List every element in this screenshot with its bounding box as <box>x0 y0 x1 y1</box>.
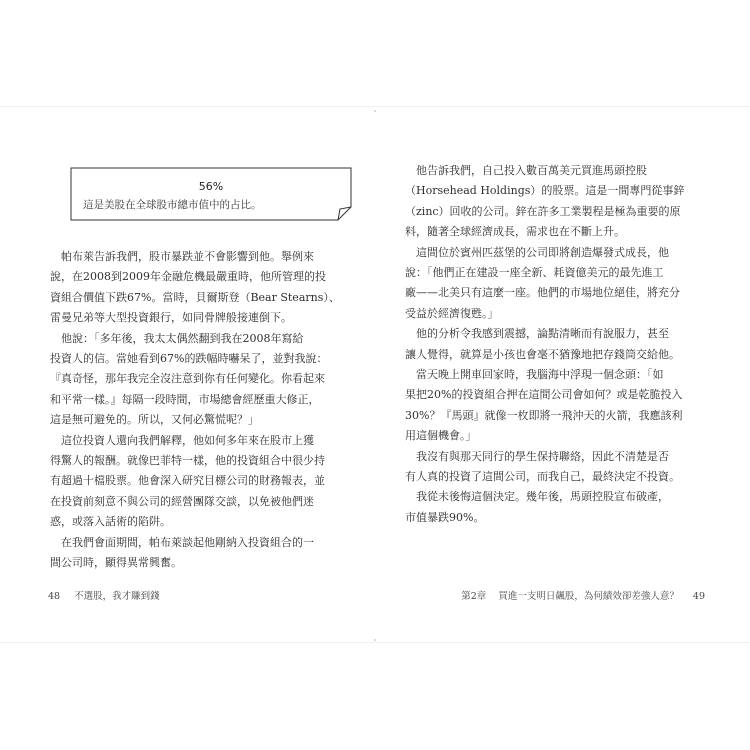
left-footer <box>48 588 160 602</box>
text-line: 讓人覺得，就算是小孩也會毫不猶豫地把存錢筒交給他。 <box>405 347 680 361</box>
text-line: 這間位於賓州匹茲堡的公司即將創造爆發式成長，他 <box>405 245 669 259</box>
paragraph <box>405 324 680 365</box>
text-line: 說，在2008到2009年金融危機最嚴重時，他所管理的投 <box>50 270 326 284</box>
paragraph <box>405 365 682 447</box>
callout-text: 這是美股在全球股市總市值中的占比。 <box>83 199 262 211</box>
text-line: 30%？『馬頭』就像一枚即將一飛沖天的火箭，我應該利 <box>405 408 683 422</box>
text-line: 這位投資人還向我們解釋，他如何多年來在股市上獲 <box>50 433 314 447</box>
paragraph <box>50 247 340 329</box>
paragraph <box>405 161 684 243</box>
text-line: 投資人的信。當她看到67%的跌幅時嚇呆了，並對我說： <box>50 351 328 365</box>
text-line: 得驚人的報酬。就像巴菲特一樣，他的投資組合中很少持 <box>50 453 325 467</box>
paragraph <box>50 533 314 574</box>
text-line: 他的分析令我感到震撼，論點清晰而有說服力，甚至 <box>405 327 669 341</box>
text-line: 在投資前刻意不與公司的經營團隊交談，以免被他們迷 <box>50 494 314 508</box>
text-line: 當天晚上開車回家時，我腦海中浮現一個念頭：「如 <box>405 368 664 381</box>
book-spread <box>0 107 750 642</box>
text-line: 帕布萊告訴我們，股市暴跌並不會影響到他。舉例來 <box>50 250 314 263</box>
text-line: （Horsehead Holdings）的股票。這是一間專門從事鋅 <box>405 184 685 198</box>
callout-box <box>70 167 352 221</box>
paragraph <box>50 431 325 533</box>
page-number: 48 <box>48 591 61 602</box>
running-title: 不選股，我才賺到錢 <box>74 591 160 602</box>
text-line: 有超過十檔股票。他會深入研究目標公司的財務報表，並 <box>50 474 325 488</box>
page-number: 49 <box>692 591 705 602</box>
left-page <box>50 107 350 642</box>
text-line: 『真奇怪，那年我完全沒注意到你有任何變化。你看起來 <box>50 372 325 386</box>
gutter-mark-top <box>374 110 376 112</box>
text-line: 在我們會面期間，帕布萊談起他剛納入投資組合的一 <box>50 535 314 549</box>
text-line: 用這個機會。」 <box>405 429 477 443</box>
text-line: 我從未後悔這個決定。幾年後，馬頭控股宣布破產， <box>405 490 669 504</box>
text-line: 市值暴跌90%。 <box>405 510 485 524</box>
running-title: 買進一支明日飆股，為何績效卻差強人意？ <box>498 591 679 602</box>
paragraph <box>405 447 680 488</box>
right-page <box>405 107 705 642</box>
text-line: （zinc）回收的公司。鋅在許多工業製程是極為重要的原 <box>405 204 681 218</box>
text-line: 說：「他們正在建設一座全新、耗資億美元的最先進工 <box>405 265 664 279</box>
text-line: 和平常一樣。』每隔一段時間，市場總會經歷重大修正， <box>50 392 320 406</box>
text-line: 有人真的投資了這間公司，而我自己，最終決定不投資。 <box>405 469 680 483</box>
text-line: 我沒有與那天同行的學生保持聯絡，因此不清楚是否 <box>405 449 669 463</box>
text-line: 果把20%的投資組合押在這間公司會如何？或是乾脆投入 <box>405 388 683 402</box>
text-line: 他說：「多年後，我太太偶然翻到我在2008年寫給 <box>50 331 304 345</box>
chapter-label: 第2章 <box>461 591 487 602</box>
paragraph <box>405 243 680 325</box>
text-line: 他告訴我們，自己投入數百萬美元買進馬頭控股 <box>405 164 647 177</box>
callout-frame <box>70 167 352 221</box>
text-line: 資組合價值下跌67%。當時，貝爾斯登（Bear Stearns）、 <box>50 290 340 304</box>
paragraph <box>50 329 327 431</box>
text-line: 惑，或落入話術的陷阱。 <box>50 515 171 529</box>
text-line: 間公司時，顯得異常興奮。 <box>50 555 182 569</box>
right-footer <box>461 588 705 602</box>
text-line: 受益於經濟復甦。」 <box>405 306 499 320</box>
paragraph <box>405 487 669 528</box>
text-line: 廠——北美只有這麼一座。他們的市場地位絕佳，將充分 <box>405 286 680 300</box>
text-line: 料，隨著全球經濟成長，需求也在不斷上升。 <box>405 225 625 239</box>
callout-percent: 56% <box>198 180 224 193</box>
text-line: 雷曼兄弟等大型投資銀行，如同骨牌般接連倒下。 <box>50 311 292 325</box>
text-line: 這是無可避免的。所以，又何必驚慌呢？」 <box>50 413 259 427</box>
gutter-mark-bottom <box>374 639 376 641</box>
